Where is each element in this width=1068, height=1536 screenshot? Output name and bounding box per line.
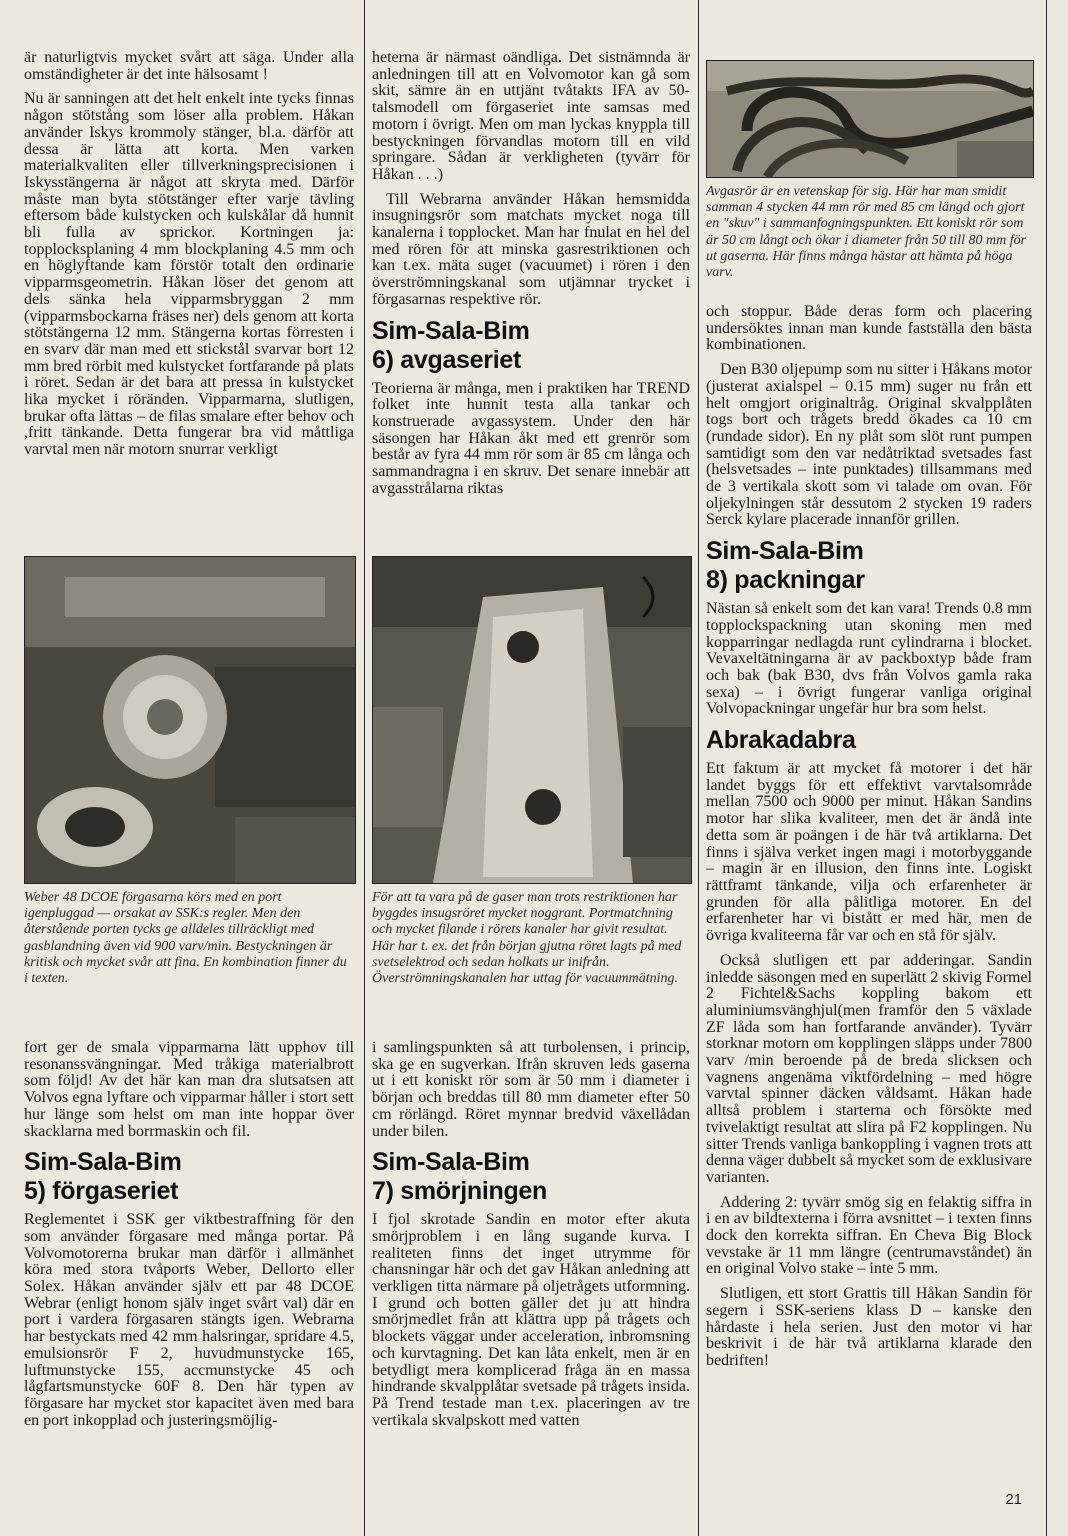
paragraph: Den B30 oljepump som nu sitter i Håkans motor (justerat axialspel – 0.15 mm) suger nu från ett helt omgjort originaltråg. Original skvalpplåten togs bort och trågets bredd ökades ca 10 cm (rundade sidor). En ny plåt som slöt runt pumpen samtidigt som den var nedåtriktad svetsades fast (helsvetsades – inte punktades) tillsammans med de 3 vertikala skott som vi talade om ovan. För oljekylningen står dessutom 2 stycken 19 raders Serck kylare placerade innanför grillen. bbox=[706, 361, 1032, 529]
intake-manifold-photo bbox=[372, 556, 692, 884]
paragraph: Nu är sanningen att det helt enkelt inte tycks finnas någon stötstång som löser alla problem. Håkan använder Iskys krommoly stänger, bl.a. därför att dessa är lätta att korta. Men varken materialkvaliten eller tillverkningsprecisionen i Iskysstängerna är något att skryta med. Därför måste man byta stötstänger efter varje tävling eftersom både kulstycken och kulskålar då hunnit bli fulla av sprickor. Kortningen ja: topplocksplaning 4 mm blockplaning 4.5 mm och en höglyftande kam förstör totalt den ordinarie vipparmsgeometrin. Håkan löser det genom att dels sänka hela vipparmsbryggan 2 mm (vipparmsbockarna fräses ner) dels genom att korta stötstängerna 12 mm. Stängerna kortas förresten i en svarv där man med ett stickstål svarvar bort 12 mm bred rörbit med kulstycket fortfarande på plats i röret. Sedan är det bara att pressa in kulstycket lika mycket i röränden. Vipparmarna, slutligen, brukar ofta lättas – de filas smalare efter behov och ,fritt tänkande. Detta fungerar bra vid måttliga varvtal men när motorn snurrar verkligt bbox=[24, 90, 354, 459]
section-heading: Sim-Sala-Bim 6) avgaseriet bbox=[372, 316, 530, 374]
column-rule-left bbox=[364, 0, 365, 1536]
column-rule-right bbox=[698, 0, 699, 1536]
paragraph: fort ger de smala vipparmarna lätt upphov till resonanssvängningar. Med tråkiga materialbrott som följd! Av det här kan man dra slutsatsen att Volvos egna lyftare och vipparmar håller i stort sett hur länge som helst om man inte hoppar över skacklarna med borrmaskin och fil. bbox=[24, 1039, 354, 1140]
page-edge-rule bbox=[1046, 0, 1047, 1536]
paragraph: Också slutligen ett par adderingar. Sandin inledde säsongen med en superlätt 2 skivig Formel 2 Fichtel&Sachs koppling bakom ett aluminiumsvänghjul(men framför den 5 växlade ZF låda som han fortfarande använder). Tyvärr storknar motorn om kopplingen släpps under 7800 varv /min beroende på de breda slicksen och vagnens angenäma viktfördelning – med högre varvtal spinner däcken våldsamt. Håkan hade alltså problem i starterna och försökte med tvivelaktigt resultat att slira på F2 kopplingen. Nu sitter Trends vanliga bankoppling i vagnen trots att denna väger dubbelt så mycket som de exklusivare varianten. bbox=[706, 951, 1032, 1186]
paragraph: Addering 2: tyvärr smög sig en felaktig siffra in i en av bildtexterna i förra avsnittet – i texten finns dock den korrekta siffran. En Cheva Big Block vevstake är 11 mm längre (centrumavståndet) än en original Volvo stake – inte 5 mm. bbox=[706, 1193, 1032, 1278]
section-heading: Sim-Sala-Bim 7) smörjningen bbox=[372, 1148, 547, 1206]
paragraph: heterna är närmast oändliga. Det sistnämnda är anledningen till att en Volvomotor kan gå som skit, sämre än en uttjänt tvåtakts IFA av 50-talsmodell om förgaseriet inte samsas med motorn i övrigt. Men om man lyckas knyppla till bestyckningen förvandlas motorn till en vild springare. Sådan är verkligheten (tyvärr för Håkan . . .) bbox=[372, 49, 690, 183]
column-1-bottom bbox=[24, 1040, 354, 1437]
column-1-caption bbox=[24, 884, 354, 987]
column-3-caption bbox=[706, 178, 1032, 281]
column-1-top bbox=[24, 50, 354, 467]
column-2-bottom bbox=[372, 1040, 690, 1437]
page-number: 21 bbox=[1005, 1491, 1022, 1508]
photo-caption: Avgasrör är en vetenskap för sig. Här har man smidit samman 4 stycken 44 mm rör med 85 cm längd och gjort en "skuv" i sammanfogningspunkten. Ett koniskt rör som är 50 cm långt och ökar i diameter från 50 till 80 mm för ut gaserna. Här finns många hästar att hämta på höga varv. bbox=[706, 184, 1027, 281]
paragraph: Teorierna är många, men i praktiken har TREND folket inte hunnit testa alla tankar och konstruerade avgassystem. Under den här säsongen har Håkan åkt med ett grenrör som består av fyra 44 mm rör som är 85 cm långa och sammandragna i en skruv. Det senare innebär att avgasstrålarna riktas bbox=[372, 379, 690, 497]
section-heading: Sim-Sala-Bim 8) packningar bbox=[706, 537, 865, 595]
exhaust-pipe-photo bbox=[706, 60, 1034, 178]
carburetor-photo bbox=[24, 556, 356, 884]
column-2-caption bbox=[372, 884, 690, 987]
section-heading: Abrakadabra bbox=[706, 726, 856, 755]
paragraph: Reglementet i SSK ger viktbestraffning för den som använder förgasare med många portar. På Volvomotorerna brukar man därför i allmänhet köra med stora tvåports Weber, Dellorto eller Solex. Håkan använder själv ett par 48 DCOE Webrar (enligt honom själv inget svårt val) där en port i vardera förgasaren stängts igen. Webrarna har bestyckats med 42 mm halsringar, spridare 4.5, emulsionsrör F 2, huvudmunstycke 165, luftmunstycke 155, accmunstycke 45 och lågfartsmunstycke 60F 8. Den här typen av förgasare har mycket stor kapacitet även med bara en port inkopplad och justeringsmöjlig- bbox=[24, 1211, 354, 1429]
paragraph: och stoppur. Både deras form och placering undersöktes innan man kunde fastställa den bästa kombinationen. bbox=[706, 303, 1032, 354]
column-2-top bbox=[372, 50, 690, 505]
column-3-body bbox=[706, 304, 1032, 1378]
paragraph: är naturligtvis mycket svårt att säga. Under alla omständigheter är det inte hälsosamt ! bbox=[24, 49, 354, 83]
paragraph: Nästan så enkelt som det kan vara! Trends 0.8 mm topplockspackning utan skoning men med kopparringar nedlagda runt cylindrarna i blocket. Vevaxeltätningarna är av packboxtyp både fram och bak (bak B30, dvs från Volvos gamla raka sexa) – i övrigt fungerar vanliga original Volvopackningar ungefär hur bra som helst. bbox=[706, 600, 1032, 718]
photo-caption: För att ta vara på de gaser man trots restriktionen har byggdes insugsröret mycket noggrant. Portmatchning och mycket filande i rörets kanaler har givit resultat. Här har t. ex. det från början gjutna röret lagts på med svetselektrod och sedan holkats ur inifrån. Överströmningskanalen har uttag för vacuummätning. bbox=[372, 890, 682, 987]
paragraph: Till Webrarna använder Håkan hemsmidda insugningsrör som matchats mycket noga till kanalerna i topplocket. Man har fnulat en hel del med rören för att minska gasrestriktionen och kan t.ex. mäta suget (vacuumet) i rören i den överströmningskanal som utjämnar trycket i förgasarnas respektive rör. bbox=[372, 190, 690, 308]
paragraph: i samlingspunkten så att turbolensen, i princip, ska ge en sugverkan. Ifrån skruven leds gaserna ut i ett koniskt rör som är 50 mm i diameter i början och breddas till 80 mm diameter efter 50 cm rörlängd. Röret mynnar bredvid växellådan under bilen. bbox=[372, 1039, 690, 1140]
photo-caption: Weber 48 DCOE förgasarna körs med en port igenpluggad — orsakat av SSK:s regler. Men den återstående porten tycks ge alldeles tillräckligt med gasblandning även vid 900 varv/min. Bestyckningen är kritisk och mycket svår att fina. En kombination finner du i texten. bbox=[24, 890, 347, 987]
section-heading: Sim-Sala-Bim 5) förgaseriet bbox=[24, 1148, 182, 1206]
paragraph: Ett faktum är att mycket få motorer i det här landet byggs för ett effektivt varvtalsområde mellan 7500 och 9000 per minut. Håkan Sandins motor har slika kvaliteer, men det är ändå inte detta som är poängen i de här två artiklarna. Det finns i själva verket ingen magi i motorbyggande – magin är en illusion, den finns inte. Logiskt rättframt tänkande, vilja och erfarenheter är grunden för alla pålitliga motorer. En del erfarenheter har vi bistått er med här, men de övriga kvaliteerna får var och en stå för själv. bbox=[706, 760, 1032, 945]
paragraph: I fjol skrotade Sandin en motor efter akuta smörjproblem i en lång sugande kurva. I realiteten finns det inget utrymme för chansningar här och det gav Håkan anledning att verkligen titta närmare på oljetrågets utformning. I grund och botten gäller det ju att hindra smörjmedlet från att klättra upp på trågets och blockets väggar under acceleration, inbromsning och kurvtagning. Det kan låta enkelt, men är en betydligt mera komplicerad fråga än en massa hindrande skvalpplåtar svetsade på trågets insida. På Trend testade man t.ex. placeringen av tre vertikala skvalpskott med vatten bbox=[372, 1211, 690, 1429]
paragraph: Slutligen, ett stort Grattis till Håkan Sandin för segern i SSK-seriens klass D – kanske den hårdaste i hela serien. Just den motor vi har beskrivit i de här två artiklarna klarade den bedriften! bbox=[706, 1285, 1032, 1369]
